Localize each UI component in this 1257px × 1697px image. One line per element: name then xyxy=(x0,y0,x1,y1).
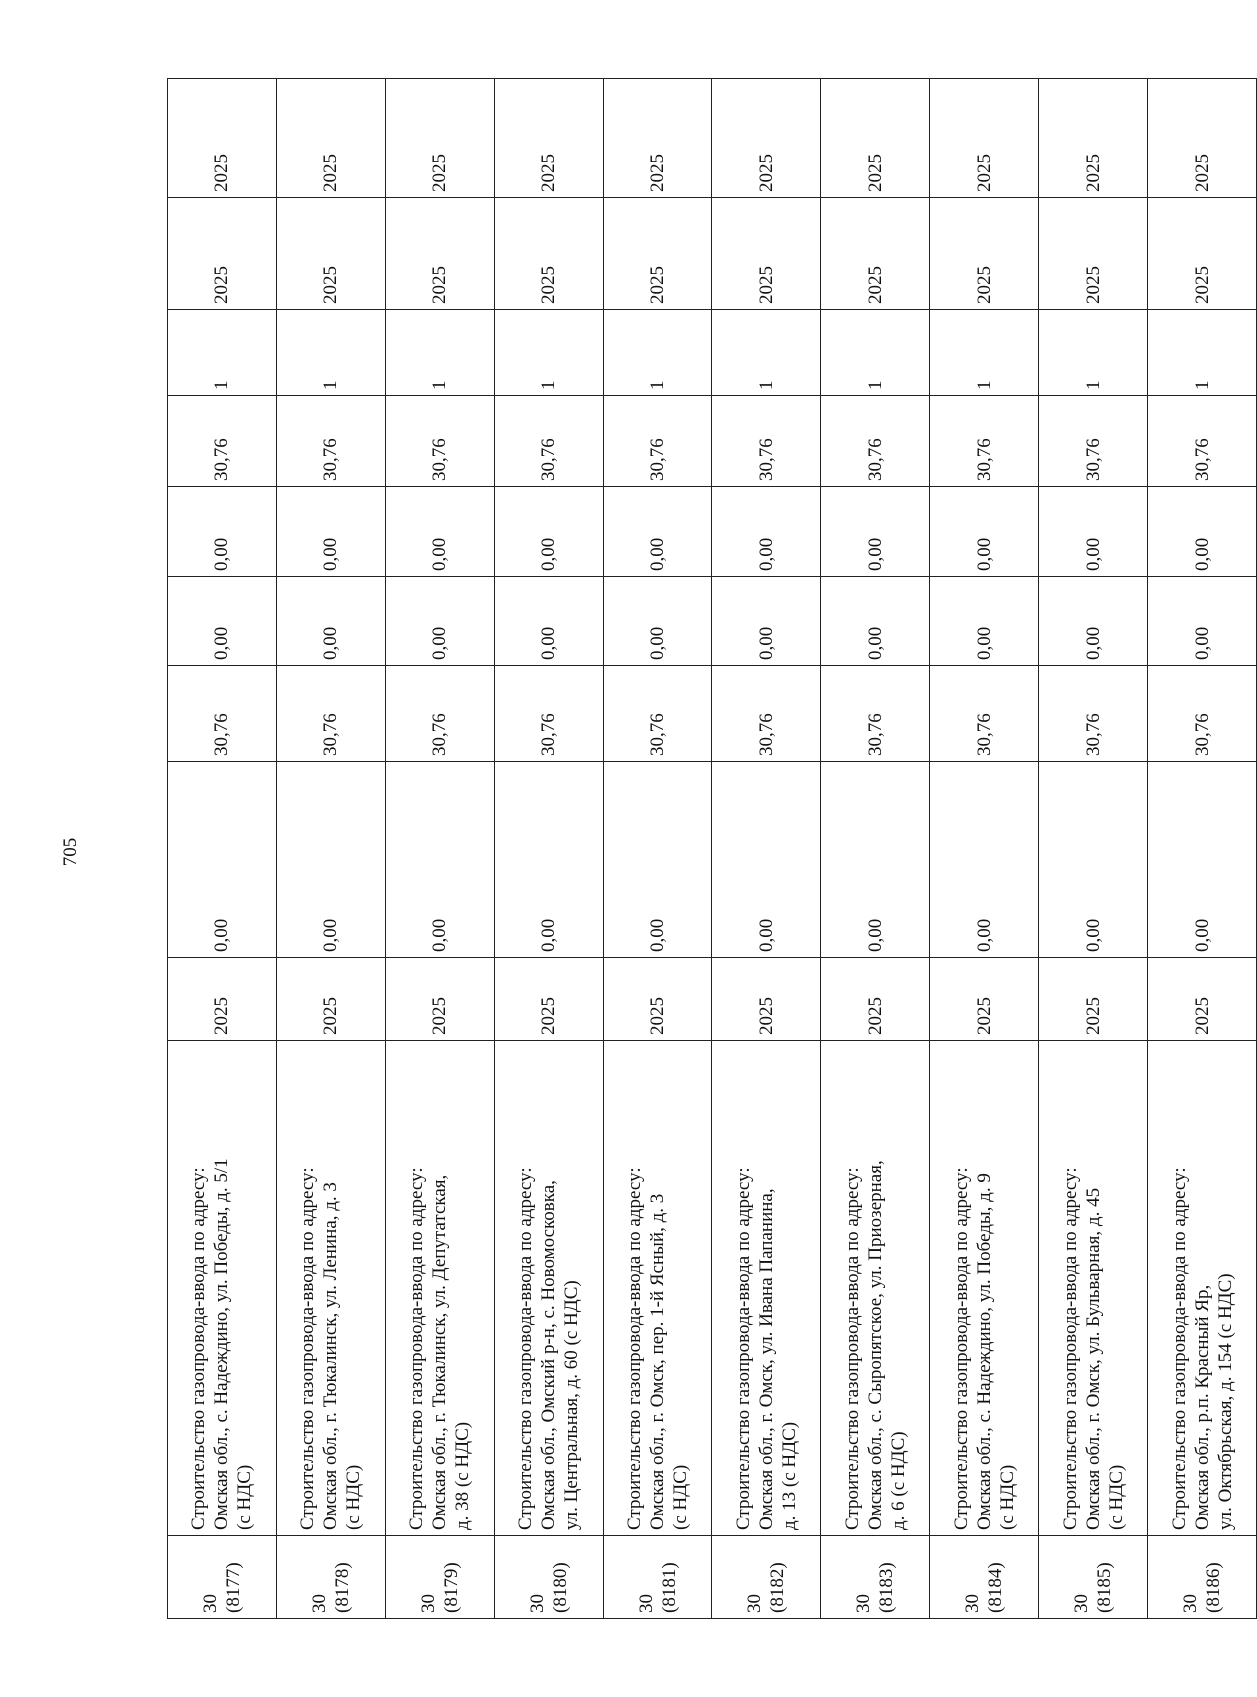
row-code: (8180) xyxy=(549,1562,571,1613)
count-cell: 1 xyxy=(712,310,821,396)
table-row xyxy=(494,79,603,1619)
count-cell: 1 xyxy=(276,310,385,396)
year-cell: 2025 xyxy=(385,198,494,310)
total-cell: 30,76 xyxy=(494,396,603,487)
investment-table xyxy=(167,78,1257,1619)
description-cell xyxy=(1039,1041,1148,1536)
year-end-cell: 2025 xyxy=(712,79,821,198)
row-code: (8183) xyxy=(876,1562,898,1613)
description-line: (с НДС) xyxy=(343,1464,365,1530)
description-line: Омская обл., с. Надеждино, ул. Победы, д. 9 xyxy=(973,1173,995,1530)
row-number: 30 xyxy=(417,1594,439,1613)
row-code: (8184) xyxy=(985,1562,1007,1613)
description-cell xyxy=(168,1041,277,1536)
total-cell: 30,76 xyxy=(1148,666,1257,762)
year-end-cell: 2025 xyxy=(603,79,712,198)
description-line: Строительство газопровода-ввода по адресу: xyxy=(950,1167,972,1530)
row-number: 30 xyxy=(853,1594,875,1613)
value-cell: 0,00 xyxy=(603,577,712,666)
table-row xyxy=(821,79,930,1619)
row-number-cell xyxy=(712,1536,821,1619)
total-cell: 30,76 xyxy=(930,666,1039,762)
year-cell: 2025 xyxy=(821,198,930,310)
count-cell: 1 xyxy=(385,310,494,396)
description-line: Строительство газопровода-ввода по адресу: xyxy=(624,1167,645,1530)
value-cell: 0,00 xyxy=(712,762,821,958)
row-number: 30 xyxy=(526,1594,548,1613)
year-cell: 2025 xyxy=(168,198,277,310)
value-cell: 0,00 xyxy=(494,577,603,666)
description-line: Омская обл., Омский р-н, с. Новомосковка, xyxy=(538,1180,560,1530)
description-line: Строительство газопровода-ввода по адресу: xyxy=(515,1167,537,1530)
description-cell xyxy=(494,1041,603,1536)
description-line: Омская обл., г. Тюкалинск, ул. Ленина, д. 3 xyxy=(320,1182,342,1530)
row-number-cell xyxy=(385,1536,494,1619)
year-start-cell: 2025 xyxy=(385,958,494,1041)
year-start-cell: 2025 xyxy=(712,958,821,1041)
row-code: (8185) xyxy=(1094,1562,1116,1613)
value-cell: 0,00 xyxy=(712,487,821,577)
count-cell: 1 xyxy=(821,310,930,396)
year-cell: 2025 xyxy=(930,198,1039,310)
total-cell: 30,76 xyxy=(821,666,930,762)
description-line: Строительство газопровода-ввода по адресу: xyxy=(406,1167,428,1530)
description-line: д. 38 (с НДС) xyxy=(452,1421,474,1530)
count-cell: 1 xyxy=(1039,310,1148,396)
value-cell: 0,00 xyxy=(1148,762,1257,958)
value-cell: 0,00 xyxy=(603,762,712,958)
table-row xyxy=(603,79,712,1619)
value-cell: 0,00 xyxy=(385,487,494,577)
year-start-cell: 2025 xyxy=(276,958,385,1041)
count-cell: 1 xyxy=(494,310,603,396)
page-number: 705 xyxy=(60,837,81,867)
count-cell: 1 xyxy=(603,310,712,396)
description-line: д. 6 (с НДС) xyxy=(887,1431,909,1530)
value-cell: 0,00 xyxy=(385,577,494,666)
row-code: (8181) xyxy=(658,1562,680,1613)
row-number-cell xyxy=(1039,1536,1148,1619)
description-cell xyxy=(930,1041,1039,1536)
row-number-cell xyxy=(276,1536,385,1619)
total-cell: 30,76 xyxy=(168,666,277,762)
year-end-cell: 2025 xyxy=(930,79,1039,198)
row-number-cell xyxy=(930,1536,1039,1619)
row-number: 30 xyxy=(635,1594,657,1613)
total-cell: 30,76 xyxy=(385,666,494,762)
count-cell: 1 xyxy=(1148,310,1257,396)
value-cell: 0,00 xyxy=(821,577,930,666)
total-cell: 30,76 xyxy=(1148,396,1257,487)
total-cell: 30,76 xyxy=(494,666,603,762)
description-line: (с НДС) xyxy=(1105,1464,1127,1530)
year-start-cell: 2025 xyxy=(1039,958,1148,1041)
row-number: 30 xyxy=(308,1594,330,1613)
row-code: (8182) xyxy=(767,1562,789,1613)
row-number: 30 xyxy=(1071,1594,1093,1613)
year-cell: 2025 xyxy=(1148,198,1257,310)
description-cell xyxy=(385,1041,494,1536)
year-start-cell: 2025 xyxy=(603,958,712,1041)
value-cell: 0,00 xyxy=(930,762,1039,958)
description-line: Омская обл., г. Омск, ул. Ивана Папанина, xyxy=(755,1188,777,1530)
value-cell: 0,00 xyxy=(494,762,603,958)
value-cell: 0,00 xyxy=(1039,762,1148,958)
description-cell xyxy=(712,1041,821,1536)
description-line: Омская обл., с. Надеждино, ул. Победы, д. 5/1 xyxy=(211,1158,233,1530)
value-cell: 0,00 xyxy=(276,762,385,958)
total-cell: 30,76 xyxy=(930,396,1039,487)
year-cell: 2025 xyxy=(1039,198,1148,310)
year-start-cell: 2025 xyxy=(821,958,930,1041)
year-end-cell: 2025 xyxy=(385,79,494,198)
row-number-cell xyxy=(821,1536,930,1619)
total-cell: 30,76 xyxy=(385,396,494,487)
total-cell: 30,76 xyxy=(1039,396,1148,487)
value-cell: 0,00 xyxy=(1039,487,1148,577)
year-cell: 2025 xyxy=(603,198,712,310)
count-cell: 1 xyxy=(168,310,277,396)
description-line: Строительство газопровода-ввода по адресу: xyxy=(1059,1167,1081,1530)
value-cell: 0,00 xyxy=(821,487,930,577)
value-cell: 0,00 xyxy=(1148,487,1257,577)
table-row xyxy=(385,79,494,1619)
value-cell: 0,00 xyxy=(1148,577,1257,666)
year-start-cell: 2025 xyxy=(494,958,603,1041)
table-row xyxy=(168,79,277,1619)
table-row xyxy=(1148,79,1257,1619)
year-end-cell: 2025 xyxy=(494,79,603,198)
year-end-cell: 2025 xyxy=(1148,79,1257,198)
row-number: 30 xyxy=(199,1594,221,1613)
description-line: (с НДС) xyxy=(996,1464,1018,1530)
total-cell: 30,76 xyxy=(276,666,385,762)
description-cell xyxy=(603,1041,712,1536)
description-line: Омская обл., с. Сыропятское, ул. Приозерная, xyxy=(864,1160,886,1530)
description-line: Строительство газопровода-ввода по адресу: xyxy=(732,1167,754,1530)
row-code: (8179) xyxy=(440,1562,462,1613)
year-cell: 2025 xyxy=(712,198,821,310)
description-line: Строительство газопровода-ввода по адресу: xyxy=(188,1167,210,1530)
row-number: 30 xyxy=(962,1594,984,1613)
year-end-cell: 2025 xyxy=(1039,79,1148,198)
description-line: д. 13 (с НДС) xyxy=(778,1421,800,1530)
table-row xyxy=(712,79,821,1619)
row-number-cell xyxy=(603,1536,712,1619)
description-cell xyxy=(821,1041,930,1536)
rotated-table-wrapper xyxy=(167,79,1257,1619)
total-cell: 30,76 xyxy=(821,396,930,487)
row-number: 30 xyxy=(1180,1594,1201,1613)
value-cell: 0,00 xyxy=(168,487,277,577)
total-cell: 30,76 xyxy=(712,396,821,487)
description-cell xyxy=(276,1041,385,1536)
description-line: Омская обл., р.п. Красный Яр, xyxy=(1191,1284,1213,1530)
value-cell: 0,00 xyxy=(603,487,712,577)
row-code: (8177) xyxy=(222,1562,244,1613)
year-start-cell: 2025 xyxy=(168,958,277,1041)
count-cell: 1 xyxy=(930,310,1039,396)
description-line: Строительство газопровода-ввода по адресу: xyxy=(297,1167,319,1530)
total-cell: 30,76 xyxy=(603,666,712,762)
value-cell: 0,00 xyxy=(276,577,385,666)
description-line: Омская обл., г. Омск, пер. 1-й Ясный, д. 3 xyxy=(647,1193,668,1530)
description-line: Строительство газопровода-ввода по адресу: xyxy=(841,1167,863,1530)
description-line: (с НДС) xyxy=(234,1464,256,1530)
year-end-cell: 2025 xyxy=(168,79,277,198)
year-end-cell: 2025 xyxy=(821,79,930,198)
value-cell: 0,00 xyxy=(1039,577,1148,666)
description-line: Омская обл., г. Тюкалинск, ул. Депутатская, xyxy=(429,1174,451,1530)
total-cell: 30,76 xyxy=(276,396,385,487)
row-number-cell xyxy=(494,1536,603,1619)
description-line: ул. Центральная, д. 60 (с НДС) xyxy=(561,1280,583,1530)
description-line: (с НДС) xyxy=(670,1464,691,1530)
value-cell: 0,00 xyxy=(930,487,1039,577)
year-start-cell: 2025 xyxy=(930,958,1039,1041)
year-start-cell: 2025 xyxy=(1148,958,1257,1041)
total-cell: 30,76 xyxy=(712,666,821,762)
table-row xyxy=(930,79,1039,1619)
value-cell: 0,00 xyxy=(712,577,821,666)
row-number: 30 xyxy=(744,1594,766,1613)
year-cell: 2025 xyxy=(276,198,385,310)
description-line: ул. Октябрьская, д. 154 (с НДС) xyxy=(1214,1273,1236,1530)
value-cell: 0,00 xyxy=(168,762,277,958)
description-cell xyxy=(1148,1041,1257,1536)
total-cell: 30,76 xyxy=(168,396,277,487)
value-cell: 0,00 xyxy=(494,487,603,577)
value-cell: 0,00 xyxy=(930,577,1039,666)
row-code: (8178) xyxy=(331,1562,353,1613)
year-end-cell: 2025 xyxy=(276,79,385,198)
description-line: Омская обл., г. Омск, ул. Бульварная, д. 45 xyxy=(1082,1187,1104,1530)
row-number-cell xyxy=(168,1536,277,1619)
row-number-cell xyxy=(1148,1536,1257,1619)
value-cell: 0,00 xyxy=(821,762,930,958)
description-line: Строительство газопровода-ввода по адресу: xyxy=(1168,1167,1190,1530)
value-cell: 0,00 xyxy=(385,762,494,958)
table-row xyxy=(276,79,385,1619)
value-cell: 0,00 xyxy=(168,577,277,666)
table-row xyxy=(1039,79,1148,1619)
row-code: (8186) xyxy=(1203,1562,1224,1613)
total-cell: 30,76 xyxy=(1039,666,1148,762)
total-cell: 30,76 xyxy=(603,396,712,487)
year-cell: 2025 xyxy=(494,198,603,310)
value-cell: 0,00 xyxy=(276,487,385,577)
